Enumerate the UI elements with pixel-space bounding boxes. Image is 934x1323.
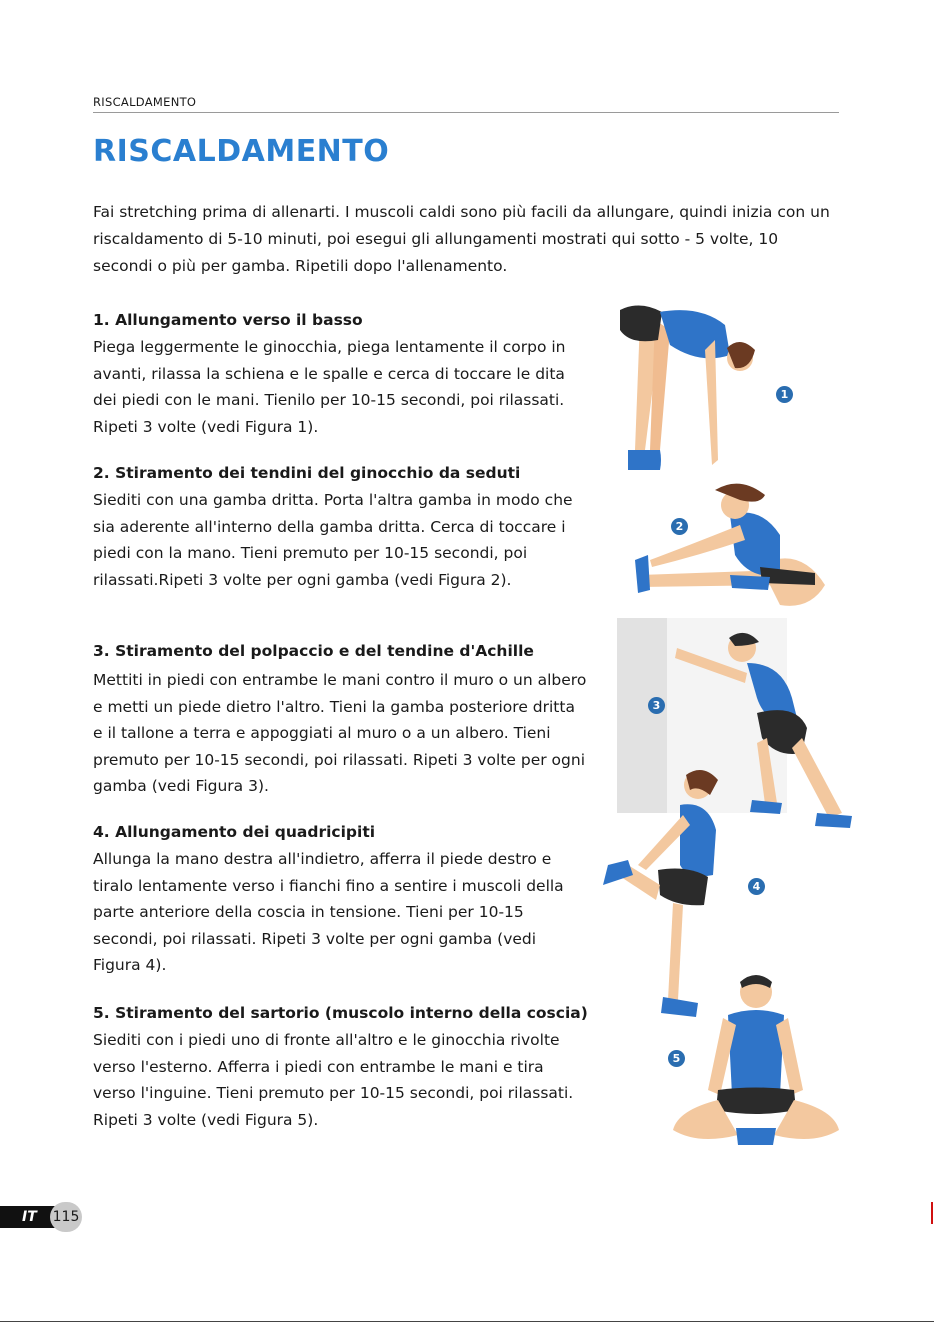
figure-badge: 4 (748, 878, 765, 895)
figure-badge: 2 (671, 518, 688, 535)
header-divider (93, 112, 839, 113)
exercise-heading: 5. Stiramento del sartorio (muscolo interno della coscia) (93, 1004, 588, 1022)
exercise-body: Piega leggermente le ginocchia, piega lentamente il corpo in avanti, rilassa la schiena e le spalle e cerca di toccare le dita dei piedi con le mani. Tienilo per 10-15 secondi, poi rilassati. Ripeti 3 volte (vedi Figura 1). (93, 338, 566, 436)
bottom-divider (0, 1321, 934, 1322)
page-number: 115 (50, 1202, 82, 1232)
exercise-heading: 2. Stiramento dei tendini del ginocchio da seduti (93, 464, 521, 482)
exercise-body: Mettiti in piedi con entrambe le mani contro il muro o un albero e metti un piede dietro l'altro. Tieni la gamba posteriore dritta e il tallone a terra e appoggiati al muro o a un albero. Tieni premuto per 10-15 secondi, poi rilassati. Ripeti 3 volte per ogni gamba (vedi Figura 3). (93, 671, 587, 795)
figure-5-illustration (668, 970, 848, 1155)
figure-badge: 1 (776, 386, 793, 403)
exercise-body: Allunga la mano destra all'indietro, afferra il piede destro e tiralo lentamente verso i fianchi fino a sentire i muscoli della parte anteriore della coscia in tensione. Tieni per 10-15 secondi, poi rilassati. Ripeti 3 volte per ogni gamba (vedi Figura 4). (93, 850, 564, 974)
exercise-section-4 (93, 819, 588, 979)
figure-2-illustration (630, 475, 830, 615)
page-title: RISCALDAMENTO (93, 134, 390, 169)
language-tab: IT (0, 1206, 56, 1228)
running-header: RISCALDAMENTO (93, 95, 197, 109)
exercise-section-2 (93, 460, 588, 593)
exercise-section-5 (93, 1000, 588, 1133)
figure-badge: 3 (648, 697, 665, 714)
figure-1-illustration (600, 300, 780, 480)
exercise-section-1 (93, 307, 588, 440)
exercise-heading: 3. Stiramento del polpaccio e del tendine d'Achille (93, 642, 534, 660)
exercise-body: Siediti con i piedi uno di fronte all'altro e le ginocchia rivolte verso l'esterno. Afferra i piedi con entrambe le mani e tira verso l'inguine. Tieni premuto per 10-15 secondi, poi rilassati. Ripeti 3 volte (vedi Figura 5). (93, 1031, 574, 1129)
edge-marker (931, 1202, 933, 1224)
exercise-heading: 4. Allungamento dei quadricipiti (93, 823, 376, 841)
exercise-body: Siediti con una gamba dritta. Porta l'altra gamba in modo che sia aderente all'interno della gamba dritta. Cerca di toccare i piedi con la mano. Tieni premuto per 10-15 secondi, poi rilassati.Ripeti 3 volte per ogni gamba (vedi Figura 2). (93, 491, 573, 589)
exercise-section-3 (93, 638, 588, 800)
intro-paragraph: Fai stretching prima di allenarti. I muscoli caldi sono più facili da allungare, quindi inizia con un riscaldamento di 5-10 minuti, poi esegui gli allungamenti mostrati qui sotto - 5 volte, 10 secondi o più per gamba. Ripetili dopo l'allenamento. (93, 203, 830, 275)
exercise-heading: 1. Allungamento verso il basso (93, 311, 363, 329)
figure-badge: 5 (668, 1050, 685, 1067)
